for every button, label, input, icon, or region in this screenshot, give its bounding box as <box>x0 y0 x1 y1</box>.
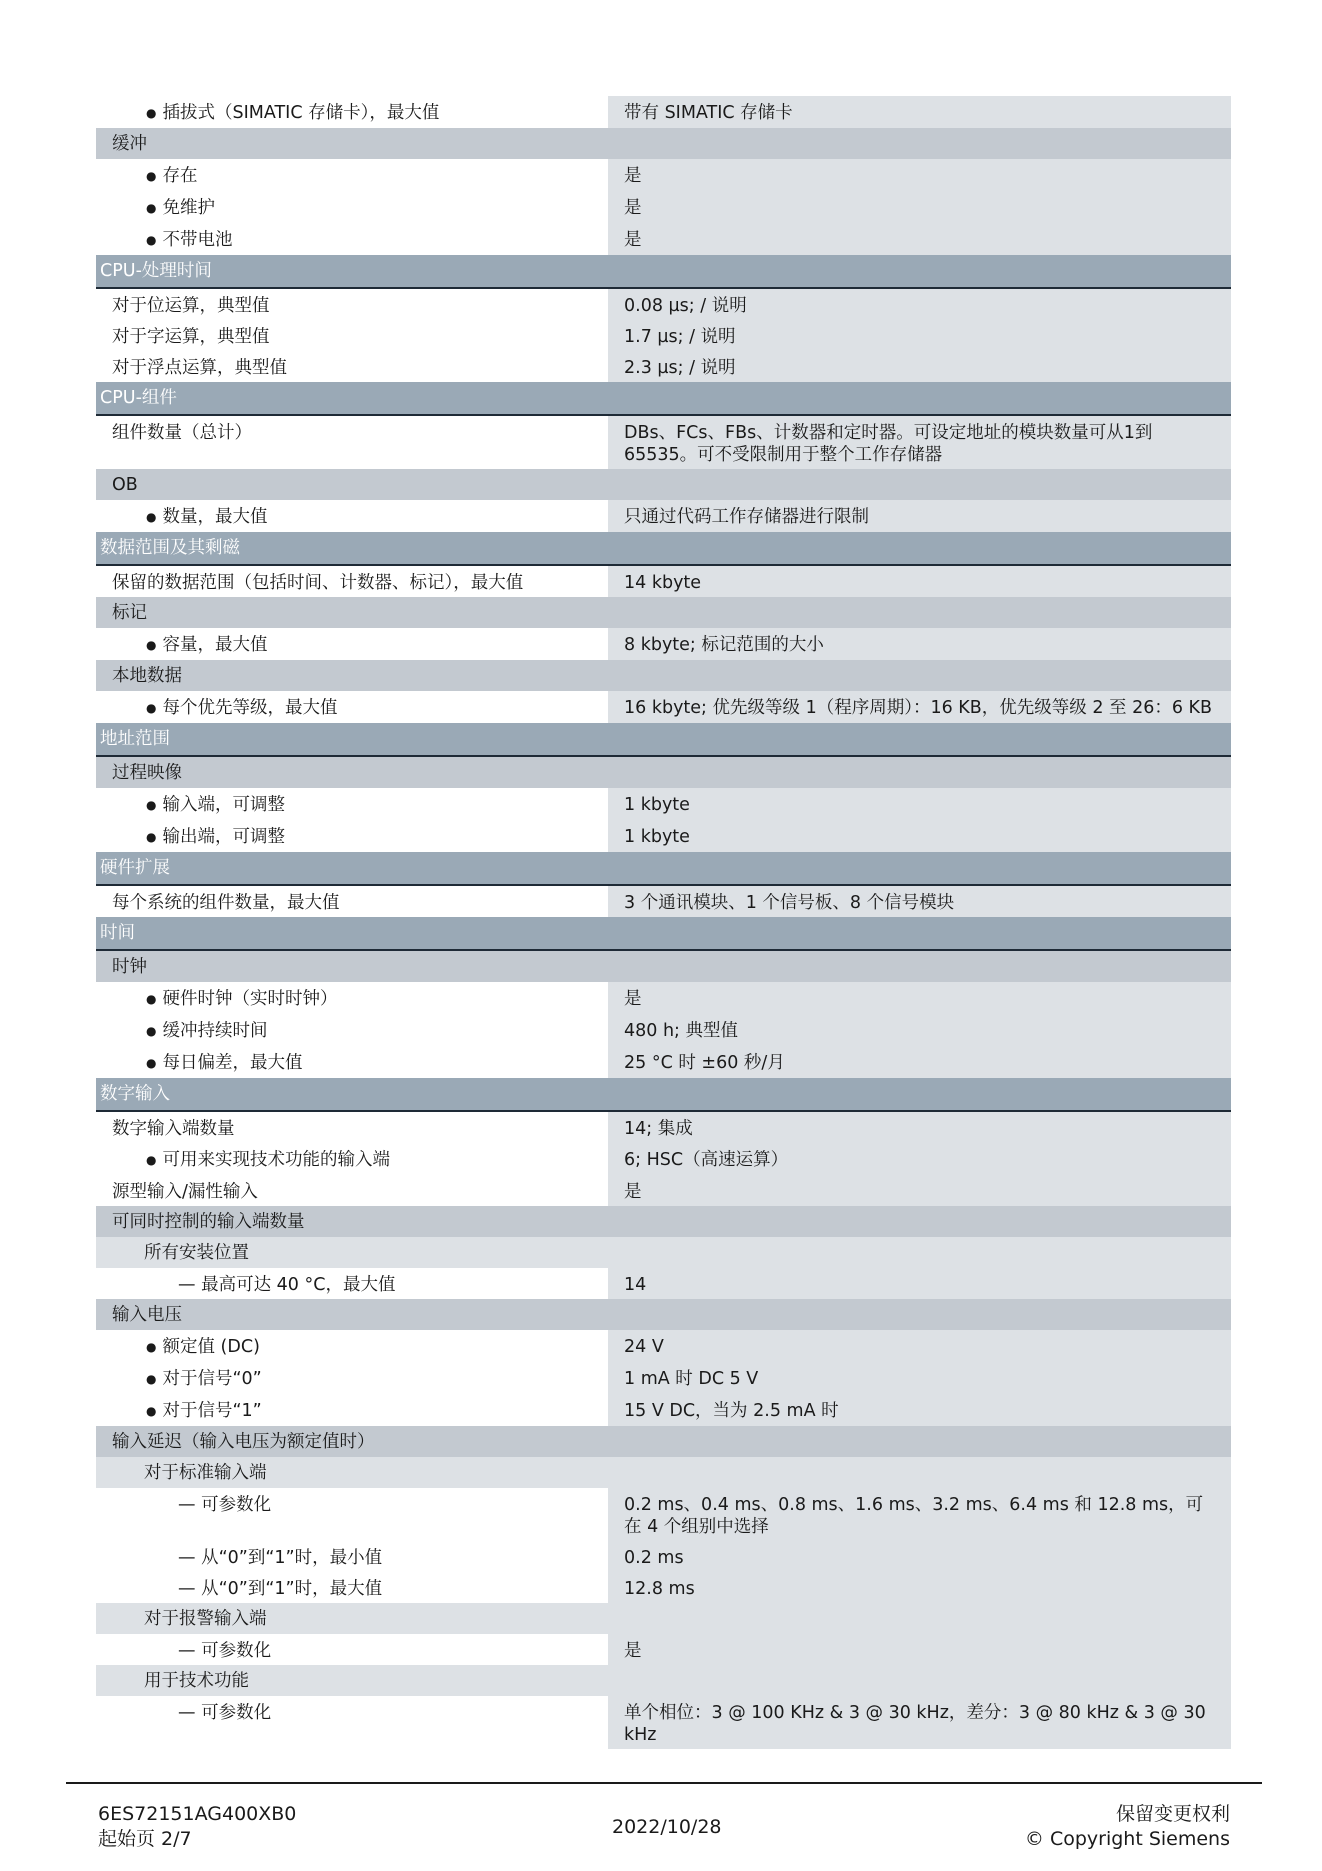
spec-row <box>96 1175 1231 1206</box>
group-title: 缓冲 <box>112 133 147 154</box>
group-title: 输入延迟（输入电压为额定值时） <box>112 1431 375 1452</box>
spec-value: 是 <box>608 982 1231 1014</box>
spec-row <box>96 191 1231 223</box>
spec-label: ● 免维护 <box>96 191 608 223</box>
spec-row <box>96 1696 1231 1749</box>
spec-label: ● 对于信号“0” <box>96 1362 608 1394</box>
spec-label: ● 可用来实现技术功能的输入端 <box>96 1143 608 1175</box>
spec-value: 是 <box>608 159 1231 191</box>
spec-row <box>96 289 1231 320</box>
spec-value: 12.8 ms <box>608 1572 1231 1603</box>
footer-date: 2022/10/28 <box>612 1816 722 1838</box>
spec-label: ● 数量，最大值 <box>96 500 608 532</box>
spec-label: 源型输入/漏性输入 <box>96 1175 608 1206</box>
spec-label: 对于位运算，典型值 <box>96 289 608 320</box>
group-title: 本地数据 <box>112 665 182 686</box>
group-header <box>96 951 1231 982</box>
spec-label: 对于浮点运算，典型值 <box>96 351 608 382</box>
section-title: 地址范围 <box>100 729 170 749</box>
spec-row <box>96 1143 1231 1175</box>
group-header <box>96 757 1231 788</box>
spec-row <box>96 788 1231 820</box>
spec-label: ● 存在 <box>96 159 608 191</box>
spec-label: ● 输入端，可调整 <box>96 788 608 820</box>
spec-label: — 可参数化 <box>96 1634 608 1665</box>
spec-value: 16 kbyte; 优先级等级 1（程序周期）：16 KB，优先级等级 2 至 26：6 KB <box>608 691 1231 723</box>
spec-label: 每个系统的组件数量，最大值 <box>96 886 608 917</box>
spec-row <box>96 1541 1231 1572</box>
group-title: 可同时控制的输入端数量 <box>112 1211 305 1232</box>
spec-value: 是 <box>608 223 1231 255</box>
footer-divider <box>66 1782 1262 1784</box>
spec-row <box>96 1634 1231 1665</box>
spec-value: 1 kbyte <box>608 820 1231 852</box>
spec-value: 24 V <box>608 1330 1231 1362</box>
spec-row <box>96 566 1231 597</box>
spec-value: 是 <box>608 191 1231 223</box>
spec-value: 8 kbyte; 标记范围的大小 <box>608 628 1231 660</box>
spec-label: ● 容量，最大值 <box>96 628 608 660</box>
spec-value: 1 kbyte <box>608 788 1231 820</box>
spec-row <box>96 628 1231 660</box>
spec-row <box>96 500 1231 532</box>
spec-label: — 可参数化 <box>96 1488 608 1541</box>
spec-label: ● 插拔式（SIMATIC 存储卡），最大值 <box>96 96 608 128</box>
spec-row <box>96 1362 1231 1394</box>
spec-label: ● 输出端，可调整 <box>96 820 608 852</box>
spec-label: — 最高可达 40 °C，最大值 <box>96 1268 608 1299</box>
spec-value: 是 <box>608 1175 1231 1206</box>
spec-table <box>96 96 1231 1749</box>
section-header <box>96 917 1231 951</box>
group-header <box>96 1457 1231 1488</box>
spec-label: — 从“0”到“1”时，最大值 <box>96 1572 608 1603</box>
group-title: 时钟 <box>112 956 147 977</box>
spec-value: 0.08 µs; / 说明 <box>608 289 1231 320</box>
spec-label: 数字输入端数量 <box>96 1112 608 1143</box>
spec-row <box>96 691 1231 723</box>
page-number: 起始页 2/7 <box>98 1828 192 1850</box>
section-title: 数字输入 <box>100 1084 170 1104</box>
group-title: 所有安装位置 <box>144 1242 249 1263</box>
group-header <box>96 1603 1231 1634</box>
spec-label: ● 额定值 (DC) <box>96 1330 608 1362</box>
group-title: 过程映像 <box>112 762 182 783</box>
part-number: 6ES72151AG400XB0 <box>98 1803 297 1825</box>
group-header <box>96 1299 1231 1330</box>
section-header <box>96 382 1231 416</box>
group-header <box>96 1206 1231 1237</box>
spec-value: 1.7 µs; / 说明 <box>608 320 1231 351</box>
spec-label: ● 硬件时钟（实时时钟） <box>96 982 608 1014</box>
spec-value: 14 kbyte <box>608 566 1231 597</box>
spec-value: 0.2 ms <box>608 1541 1231 1572</box>
spec-row <box>96 351 1231 382</box>
section-title: 硬件扩展 <box>100 858 170 878</box>
spec-row <box>96 982 1231 1014</box>
spec-row <box>96 416 1231 469</box>
spec-value: 25 °C 时 ±60 秒/月 <box>608 1046 1231 1078</box>
spec-label: — 从“0”到“1”时，最小值 <box>96 1541 608 1572</box>
section-header <box>96 1078 1231 1112</box>
spec-value: 14; 集成 <box>608 1112 1231 1143</box>
rights-notice: 保留变更权利 <box>1115 1803 1230 1825</box>
spec-value: 0.2 ms、0.4 ms、0.8 ms、1.6 ms、3.2 ms、6.4 ms 和 12.8 ms，可在 4 个组别中选择 <box>608 1488 1231 1541</box>
spec-row <box>96 1488 1231 1541</box>
group-header <box>96 128 1231 159</box>
spec-value: 带有 SIMATIC 存储卡 <box>608 96 1231 128</box>
spec-value: 15 V DC，当为 2.5 mA 时 <box>608 1394 1231 1426</box>
spec-label: ● 不带电池 <box>96 223 608 255</box>
copyright-notice: © Copyright Siemens <box>1024 1828 1230 1850</box>
spec-row <box>96 320 1231 351</box>
group-header <box>96 1426 1231 1457</box>
spec-value: 480 h; 典型值 <box>608 1014 1231 1046</box>
spec-value: 是 <box>608 1634 1231 1665</box>
section-header <box>96 723 1231 757</box>
spec-row <box>96 1046 1231 1078</box>
spec-value: 3 个通讯模块、1 个信号板、8 个信号模块 <box>608 886 1231 917</box>
group-title: 对于报警输入端 <box>144 1608 267 1629</box>
footer-right <box>1025 1802 1230 1852</box>
spec-row <box>96 820 1231 852</box>
section-header <box>96 255 1231 289</box>
spec-label: 对于字运算，典型值 <box>96 320 608 351</box>
group-header <box>96 660 1231 691</box>
group-title: 输入电压 <box>112 1304 182 1325</box>
section-title: CPU-组件 <box>100 388 177 408</box>
spec-row <box>96 1014 1231 1046</box>
spec-row <box>96 96 1231 128</box>
group-header <box>96 469 1231 500</box>
group-title: 对于标准输入端 <box>144 1462 267 1483</box>
spec-value: 14 <box>608 1268 1231 1299</box>
spec-value: 1 mA 时 DC 5 V <box>608 1362 1231 1394</box>
section-header <box>96 852 1231 886</box>
spec-value: 2.3 µs; / 说明 <box>608 351 1231 382</box>
section-title: CPU-处理时间 <box>100 261 212 281</box>
spec-value: DBs、FCs、FBs、计数器和定时器。可设定地址的模块数量可从1到65535。可不受限制用于整个工作存储器 <box>608 416 1231 469</box>
spec-row <box>96 1572 1231 1603</box>
group-title: 标记 <box>112 602 147 623</box>
spec-value: 只通过代码工作存储器进行限制 <box>608 500 1231 532</box>
spec-row <box>96 1330 1231 1362</box>
spec-label: 保留的数据范围（包括时间、计数器、标记），最大值 <box>96 566 608 597</box>
spec-row <box>96 223 1231 255</box>
group-title: 用于技术功能 <box>144 1670 249 1691</box>
spec-label: — 可参数化 <box>96 1696 608 1749</box>
spec-value: 单个相位：3 @ 100 KHz & 3 @ 30 kHz，差分：3 @ 80 kHz & 3 @ 30 kHz <box>608 1696 1231 1749</box>
section-header <box>96 532 1231 566</box>
group-header <box>96 1237 1231 1268</box>
spec-row <box>96 159 1231 191</box>
group-header <box>96 597 1231 628</box>
footer-left <box>98 1802 296 1852</box>
spec-label: ● 缓冲持续时间 <box>96 1014 608 1046</box>
section-title: 数据范围及其剩磁 <box>100 538 240 558</box>
section-title: 时间 <box>100 923 135 943</box>
spec-label: ● 对于信号“1” <box>96 1394 608 1426</box>
spec-row <box>96 886 1231 917</box>
spec-row <box>96 1112 1231 1143</box>
spec-value: 6; HSC（高速运算） <box>608 1143 1231 1175</box>
spec-label: ● 每个优先等级，最大值 <box>96 691 608 723</box>
spec-label: 组件数量（总计） <box>96 416 608 469</box>
spec-row <box>96 1268 1231 1299</box>
group-header <box>96 1665 1231 1696</box>
group-title: OB <box>112 474 138 495</box>
spec-label: ● 每日偏差，最大值 <box>96 1046 608 1078</box>
spec-row <box>96 1394 1231 1426</box>
